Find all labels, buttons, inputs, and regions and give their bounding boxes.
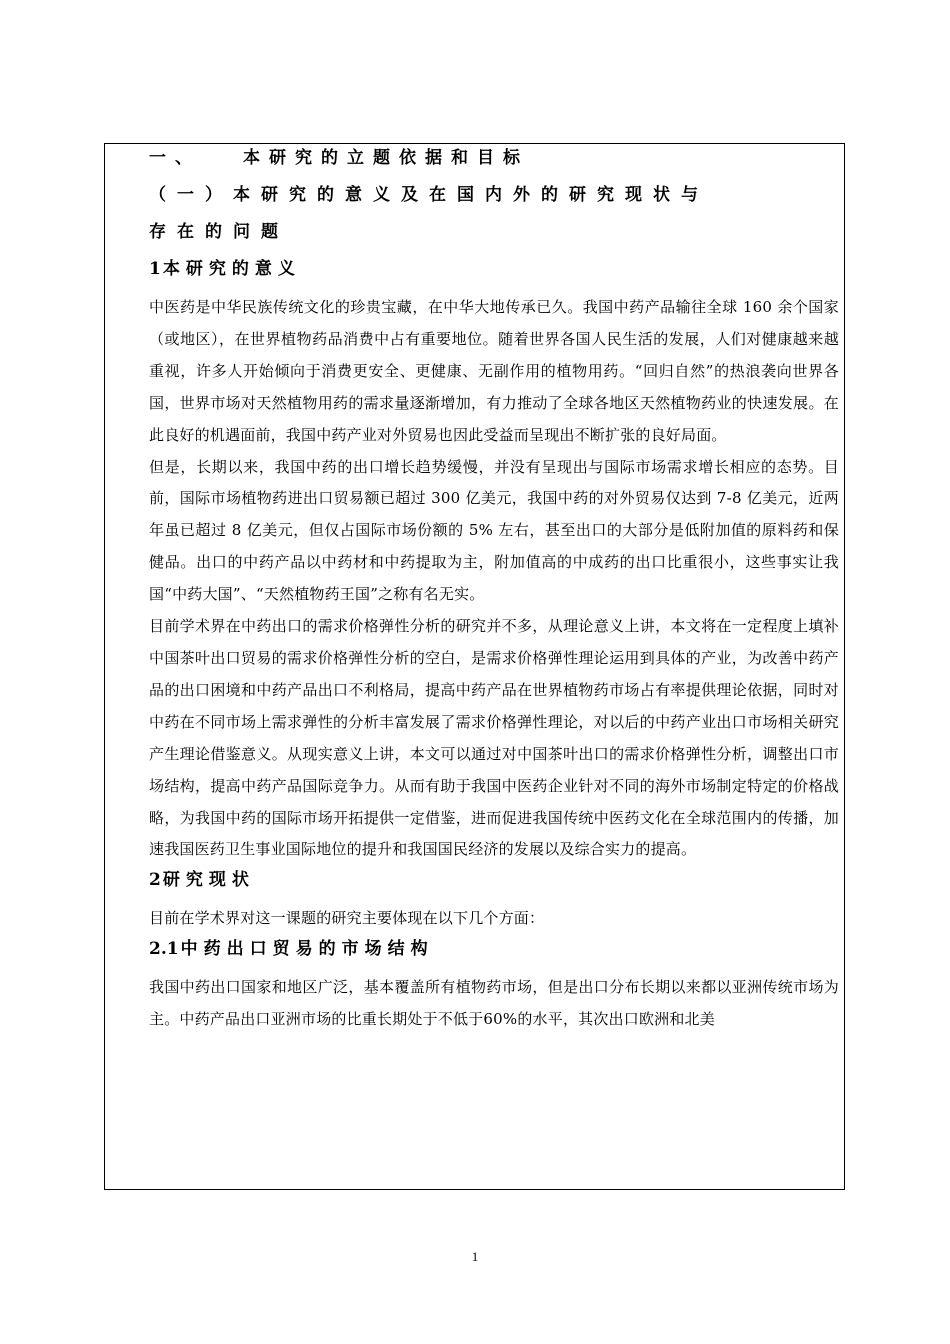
document-body: [149, 144, 839, 1036]
content-frame: [104, 143, 845, 1190]
paragraph: 但是，长期以来，我国中药的出口增长趋势缓慢，并没有呈现出与国际市场需求增长相应的态势。目前，国际市场植物药进出口贸易额已超过 300 亿美元，我国中药的对外贸易仅达到 7-8 亿美元，近两年虽已超过 8 亿美元，但仅占国际市场份额的 5% 左右，甚至出口的大部分是低附加值的原料药和保健品。出口的中药产品以中药材和中药提取为主，附加值高的中成药的出口比重很小，这些事实让我国“中药大国”、“天然植物药王国”之称有名无实。: [149, 457, 839, 604]
paragraph: 目前学术界在中药出口的需求价格弹性分析的研究并不多，从理论意义上讲，本文将在一定程度上填补中国茶叶出口贸易的需求价格弹性分析的空白，是需求价格弹性理论运用到具体的产业，为改善中药产品的出口困境和中药产品出口不利格局，提高中药产品在世界植物药市场占有率提供理论依据，同时对中药在不同市场上需求弹性的分析丰富发展了需求价格弹性理论，对以后的中药产业出口市场相关研究产生理论借鉴意义。从现实意义上讲，本文可以通过对中国茶叶出口的需求价格弹性分析，调整出口市场结构，提高中药产品国际竞争力。从而有助于我国中医药企业针对不同的海外市场制定特定的价格战略，为我国中药的国际市场开拓提供一定借鉴，进而促进我国传统中医药文化在全球范围内的传播，加速我国医药卫生事业国际地位的提升和我国国民经济的发展以及综合实力的提高。: [149, 617, 839, 859]
paragraph: 中医药是中华民族传统文化的珍贵宝藏，在中华大地传承已久。我国中药产品输往全球 160 余个国家（或地区），在世界植物药品消费中占有重要地位。随着世界各国人民生活的发展，人们对健康越来越重视，许多人开始倾向于消费更安全、更健康、无副作用的植物用药。“回归自然”的热浪袭向世界各国，世界市场对天然植物用药的需求量逐渐增加，有力推动了全球各地区天然植物药业的快速发展。在此良好的机遇面前，我国中药产业对外贸易也因此受益而呈现出不断扩张的良好局面。: [149, 298, 839, 444]
subsection-heading-2: [149, 866, 839, 903]
subsection-title: 中药出口贸易的市场结构: [180, 939, 434, 960]
page-number: 1: [471, 1249, 479, 1264]
section-heading-1: [149, 144, 839, 181]
subsection-title: 本研究的意义: [162, 259, 301, 279]
subsection-number: 1: [149, 259, 161, 279]
section-heading-1-1-line1: （一）本研究的意义及在国内外的研究现状与: [149, 185, 709, 205]
subsection-title: 研究现状: [162, 870, 255, 891]
section-number: 一、: [149, 148, 201, 168]
section-title: 本研究的立题依据和目标: [243, 148, 529, 168]
section-heading-1-1-line2: 存在的问题: [149, 222, 289, 242]
paragraph: 目前在学术界对这一课题的研究主要体现在以下几个方面：: [149, 909, 545, 928]
paragraph: 我国中药出口国家和地区广泛，基本覆盖所有植物药市场，但是出口分布长期以来都以亚洲传统市场为主。中药产品出口亚洲市场的比重长期处于不低于60%的水平，其次出口欧洲和北美: [149, 978, 839, 1029]
subsection-heading-1: [149, 255, 839, 292]
subsection-number: 2: [149, 870, 161, 891]
subsection-number: 2.1: [149, 939, 179, 960]
subsection-heading-2-1: [149, 935, 839, 972]
